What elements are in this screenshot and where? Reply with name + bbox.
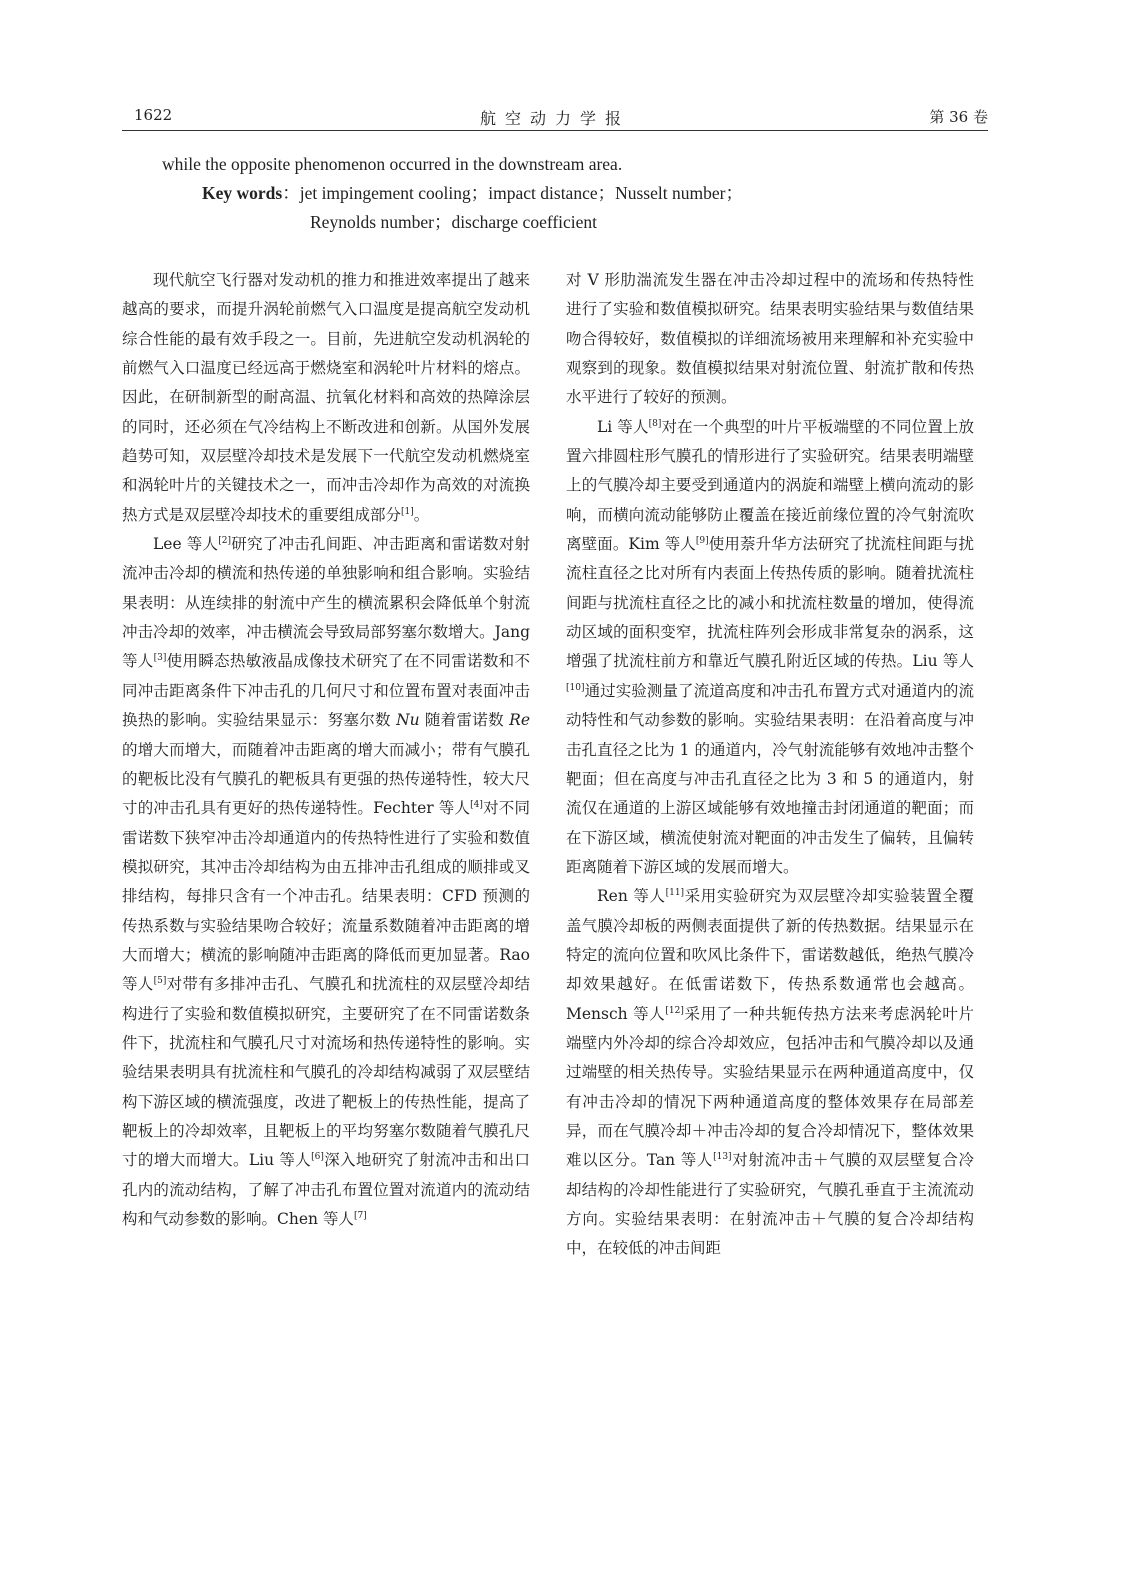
right-column: [566, 266, 974, 1264]
volume-label: 第 36 卷: [929, 108, 988, 126]
reynolds-symbol: Re: [509, 711, 530, 730]
citation-ref: [5]: [153, 976, 167, 987]
abstract-tail: [162, 150, 962, 237]
citation-ref: [1]: [401, 506, 414, 517]
keywords-label: Key words: [202, 183, 283, 203]
citation-ref: [7]: [353, 1211, 367, 1221]
citation-ref: [13]: [713, 1152, 732, 1163]
citation-ref: [2]: [218, 536, 232, 547]
citation-ref: [12]: [665, 1005, 684, 1016]
citation-ref: [8]: [648, 418, 662, 429]
journal-title: 航空动力学报: [479, 109, 630, 128]
keywords-text-1: jet impingement cooling；impact distance；Nusselt number；: [299, 183, 743, 203]
citation-ref: [6]: [311, 1152, 324, 1163]
intro-paragraph-2: Lee 等人[2]研究了冲击孔间距、冲击距离和雷诺数对射流冲击冷却的横流和热传递的单独影响和组合影响。实验结果表明：从连续排的射流中产生的横流累积会降低单个射流冲击冷却的效率，冲击横流会导致局部努塞尔数增大。Jang 等人[3]使用瞬态热敏液晶成像技术研究了在不同雷诺数和不同冲击距离条件下冲击孔的几何尺寸和位置布置对表面冲击换热的影响。实验结果显示：努塞尔数 Nu 随着雷诺数 Re 的增大而增大，而随着冲击距离的增大而减小；带有气膜孔的靶板比没有气膜孔的靶板具有更强的热传递特性，较大尺寸的冲击孔具有更好的热传递特性。Fechter 等人[4]对不同雷诺数下狭窄冲击冷却通道内的传热特性进行了实验和数值模拟研究，其冲击冷却结构为由五排冲击孔组成的顺排或叉排结构，每排只含有一个冲击孔。结果表明：CFD 预测的传热系数与实验结果吻合较好；流量系数随着冲击距离的增大而增大；横流的影响随冲击距离的降低而更加显著。Rao 等人[5]对带有多排冲击孔、气膜孔和扰流柱的双层壁冷却结构进行了实验和数值模拟研究，主要研究了在不同雷诺数条件下，扰流柱和气膜孔尺寸对流场和热传递特性的影响。实验结果表明具有扰流柱和气膜孔的冷却结构减弱了双层壁结构下游区域的横流强度，改进了靶板上的传热性能，提高了靶板上的冷却效率，且靶板上的平均努塞尔数随着气膜孔尺寸的增大而增大。Liu 等人[6]深入地研究了射流冲击和出口孔内的流动结构，了解了冲击孔布置位置对流道内的流动结构和气动参数的影响。Chen 等人[7]: [122, 535, 530, 1228]
citation-ref: [10]: [566, 682, 585, 693]
intro-paragraph-4: Ren 等人[11]采用实验研究为双层壁冷却实验装置全覆盖气膜冷却板的两侧表面提供了新的传热数据。结果显示在特定的流向位置和吹风比条件下，雷诺数越低，绝热气膜冷却效果越好。在低雷诺数下，传热系数通常也会越高。Mensch 等人[12]采用了一种共轭传热方法来考虑涡轮叶片端壁内外冷却的综合冷却效应，包括冲击和气膜冷却以及通过端壁的相关热传导。实验结果显示在两种通道高度中，仅有冲击冷却的情况下两种通道高度的整体效果存在局部差异，而在气膜冷却＋冲击冷却的复合冷却情况下，整体效果难以区分。Tan 等人[13]对射流冲击＋气膜的双层壁复合冷却结构的冷却性能进行了实验研究，气膜孔垂直于主流流动方向。实验结果表明：在射流冲击＋气膜的复合冷却结构中，在较低的冲击间距: [566, 887, 974, 1258]
left-column: [122, 266, 530, 1234]
keywords-line: Key words：jet impingement cooling；impact distance；Nusselt number；: [202, 183, 743, 203]
citation-ref: [9]: [695, 536, 709, 547]
running-header: [122, 104, 988, 131]
abstract-last-line: while the opposite phenomenon occurred in the downstream area.: [162, 154, 623, 174]
citation-ref: [11]: [665, 888, 685, 899]
citation-ref: [3]: [153, 653, 167, 664]
nusselt-symbol: Nu: [396, 711, 420, 730]
page-number: 1622: [134, 106, 173, 124]
intro-paragraph-2-continued: 对 V 形肋湍流发生器在冲击冷却过程中的流场和传热特性进行了实验和数值模拟研究。结果表明实验结果与数值结果吻合得较好，数值模拟的详细流场被用来理解和补充实验中观察到的现象。数值模拟结果对射流位置、射流扩散和传热水平进行了较好的预测。: [566, 271, 974, 407]
citation-ref: [4]: [470, 800, 483, 811]
keywords-text-2: Reynolds number；discharge coefficient: [310, 212, 598, 232]
intro-paragraph-1: 现代航空飞行器对发动机的推力和推进效率提出了越来越高的要求，而提升涡轮前燃气入口温度是提高航空发动机综合性能的最有效手段之一。目前，先进航空发动机涡轮的前燃气入口温度已经远高于燃烧室和涡轮叶片材料的熔点。因此，在研制新型的耐高温、抗氧化材料和高效的热障涂层的同时，还必须在气冷结构上不断改进和创新。从国外发展趋势可知，双层壁冷却技术是发展下一代航空发动机燃烧室和涡轮叶片的关键技术之一，而冲击冷却作为高效的对流换热方式是双层壁冷却技术的重要组成部分[1]。: [122, 271, 530, 524]
intro-paragraph-3: Li 等人[8]对在一个典型的叶片平板端壁的不同位置上放置六排圆柱形气膜孔的情形进行了实验研究。结果表明端壁上的气膜冷却主要受到通道内的涡旋和端壁上横向流动的影响，而横向流动能够防止覆盖在接近前缘位置的冷气射流吹离壁面。Kim 等人[9]使用萘升华方法研究了扰流柱间距与扰流柱直径之比对所有内表面上传热传质的影响。随着扰流柱间距与扰流柱直径之比的减小和扰流柱数量的增加，使得流动区域的面积变窄，扰流柱阵列会形成非常复杂的涡系，这增强了扰流柱前方和靠近气膜孔附近区域的传热。Liu 等人[10]通过实验测量了流道高度和冲击孔布置方式对通道内的流动特性和气动参数的影响。实验结果表明：在沿着高度与冲击孔直径之比为 1 的通道内，冷气射流能够有效地冲击整个靶面；但在高度与冲击孔直径之比为 3 和 5 的通道内，射流仅在通道的上游区域能够有效地撞击封闭通道的靶面；而在下游区域，横流使射流对靶面的冲击发生了偏转，且偏转距离随着下游区域的发展而增大。: [566, 417, 974, 876]
